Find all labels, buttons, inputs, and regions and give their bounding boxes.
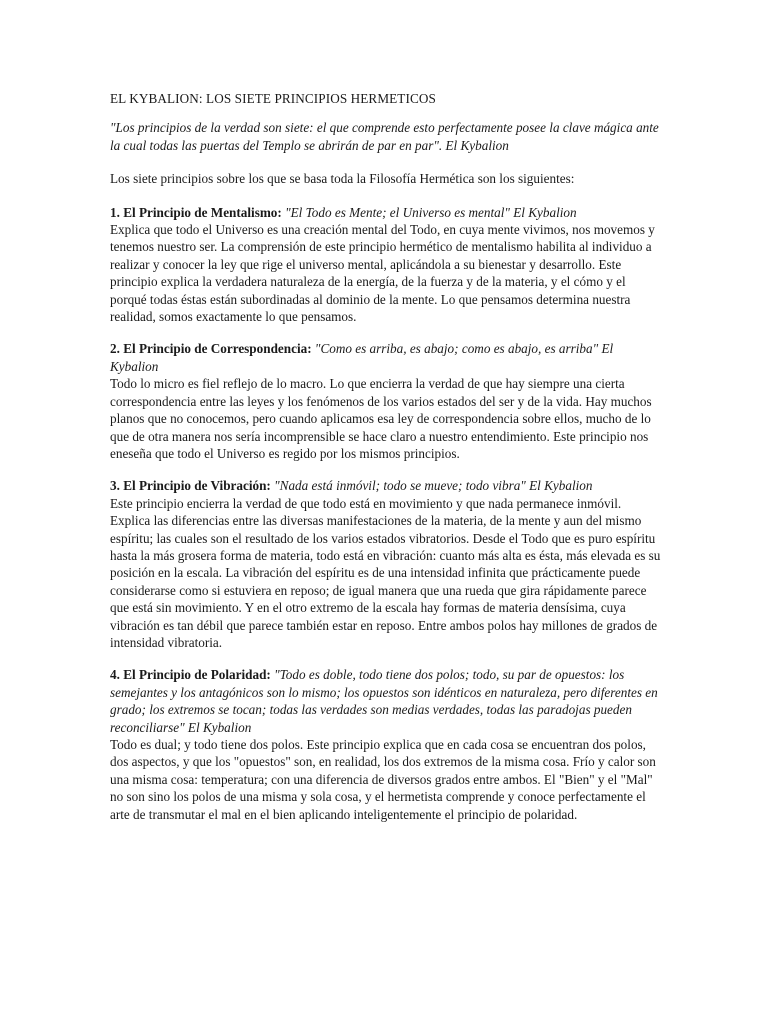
epigraph-quote: "Los principios de la verdad son siete: el que comprende esto perfectamente posee la clave mágica ante la cual todas las puertas del Templo se abrirán de par en par". El Kybalion xyxy=(110,120,659,153)
principle-body: Todo es dual; y todo tiene dos polos. Este principio explica que en cada cosa se encuentran dos polos, dos aspectos, y que los "opuestos" son, en realidad, los dos extremos de la misma cosa. Frío y calor son una misma cosa: temperatura; con una diferencia de diversos grados entre ambos. El "Bien" y el "Mal" no son sino los polos de una misma y sola cosa, y el hermetista comprende y conoce perfectamente el arte de transmutar el mal en el bien aplicando inteligentemente el principio de polaridad. xyxy=(110,737,656,822)
principle-correspondence xyxy=(110,340,662,462)
principle-vibration xyxy=(110,477,662,651)
principle-quote: "El Todo es Mente; el Universo es mental" El Kybalion xyxy=(285,204,577,220)
intro-paragraph: Los siete principios sobre los que se basa toda la Filosofía Hermética son los siguientes: xyxy=(110,171,575,187)
principle-mentalism xyxy=(110,204,662,326)
principle-heading: 1. El Principio de Mentalismo: xyxy=(110,204,282,220)
principle-body: Todo lo micro es fiel reflejo de lo macro. Lo que encierra la verdad de que hay siempre una cierta correspondencia entre las leyes y los fenómenos de los varios estados del ser y de la vida. Hay muchos planos que no conocemos, pero cuando aplicamos esa ley de correspondencia sobre ellos, mucho de lo que de otra manera nos sería incomprensible se hace claro a nuestro entendimiento. Este principio nos eneseña que todo el Universo es regido por los mismos principios. xyxy=(110,376,652,461)
principle-polarity xyxy=(110,666,662,823)
document-title: EL KYBALION: LOS SIETE PRINCIPIOS HERMETICOS xyxy=(110,91,436,106)
principle-quote: "Como es arriba, es abajo; como es abajo, es arriba" El Kybalion xyxy=(110,341,614,374)
principle-heading: 4. El Principio de Polaridad: xyxy=(110,667,271,683)
principle-heading: 2. El Principio de Correspondencia: xyxy=(110,341,312,357)
principle-body: Explica que todo el Universo es una creación mental del Todo, en cuya mente vivimos, nos movemos y tenemos nuestro ser. La comprensión de este principio hermético de mentalismo habilita al individuo a realizar y conocer la ley que rige el universo mental, aplicándola a su bienestar y desarrollo. Este principio explica la verdadera naturaleza de la energía, de la fuerza y de la materia, y el cómo y el porqué todas éstas están subordinadas al dominio de la mente. Lo que pensamos determina nuestra realidad, somos exactamente lo que pensamos. xyxy=(110,222,655,325)
principle-body: Este principio encierra la verdad de que todo está en movimiento y que nada permanece inmóvil. Explica las diferencias entre las diversas manifestaciones de la materia, de la mente y aun del mismo espíritu; las cuales son el resultado de los varios estados vibratorios. Desde el Todo que es puro espíritu hasta la más grosera forma de materia, todo está en vibración: cuanto más alta es ésta, más elevada es su posición en la escala. La vibración del espíritu es de una intensidad infinita que prácticamente puede considerarse como si estuviera en reposo; de igual manera que una rueda que gira rápidamente parece que está sin movimiento. Y en el otro extremo de la escala hay formas de materia densísima, cuya vibración es tan débil que parece también estar en reposo. Entre ambos polos hay millones de grados de intensidad vibratoria. xyxy=(110,495,661,650)
document-page xyxy=(110,90,662,838)
principle-quote: "Todo es doble, todo tiene dos polos; todo, su par de opuestos: los semejantes y los antagónicos son lo mismo; los opuestos son idénticos en naturaleza, pero diferentes en grado; los extremos se tocan; todas las verdades son medias verdades, todas las paradojas pueden reconciliarse" El Kybalion xyxy=(110,667,658,735)
principle-heading: 3. El Principio de Vibración: xyxy=(110,478,271,494)
principle-quote: "Nada está inmóvil; todo se mueve; todo vibra" El Kybalion xyxy=(274,478,593,494)
